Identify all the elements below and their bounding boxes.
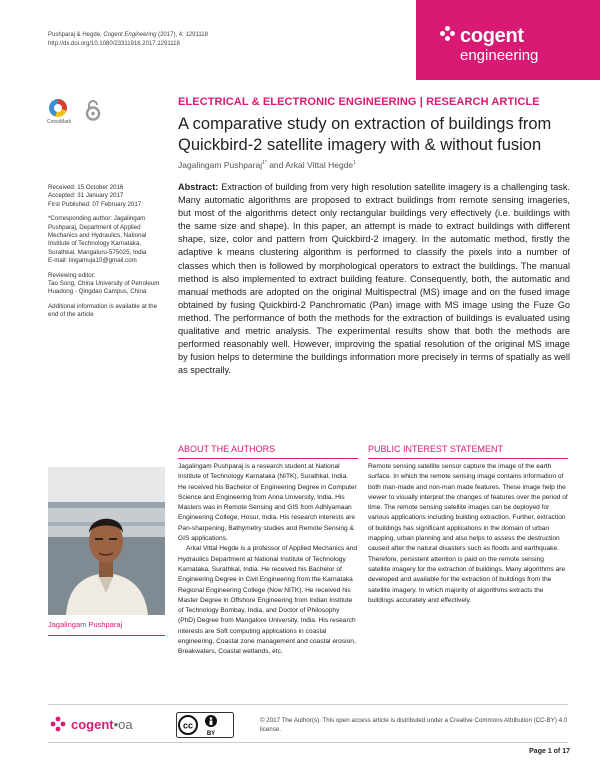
creative-commons-by-badge[interactable] <box>176 712 234 738</box>
doi-link[interactable]: http://dx.doi.org/10.1080/23311916.2017.1291118 <box>48 41 180 47</box>
corresponding-author: *Corresponding author: Jagalingam Pushparaj, Department of Applied Mechanics and Hydraulics, National Institute of Technology Karnataka, Surathkal, Mangaluru-575025, India <box>48 215 147 256</box>
additional-information: Additional information is available at the end of the article <box>48 302 158 319</box>
reviewing-editor: Tao Song, China University of Petroleum Huadong - Qingdao Campus, China <box>48 280 160 296</box>
crossmark-icon[interactable] <box>47 99 72 127</box>
author-and: and <box>266 160 286 170</box>
citation-volume: (2017), 4: 1291118 <box>158 32 208 38</box>
by-label: BY <box>206 731 216 737</box>
cogent-oa-logo[interactable] <box>50 714 133 734</box>
footer-rule <box>48 704 568 705</box>
public-interest-text: Remote sensing satellite sensor capture the image of the earth surface. In which the remote sensing image contains information of both man-made and non-man made features. These image help the viewer to visually interpret the changes of features over the period of time. The remote sensing satellite images can be deployed for various applications including building extraction. Further, extraction of buildings has significant applications in the domain of urban mapping, urban planning and also helps to assess the destruction caused after the natural disasters such as floods and earthquake. Therefore, persistent attention is paid on the remote sensing satellite imagery for the extraction of buildings. Many algorithms are developed and available for the extraction of buildings from the satellite imagery. In which majority of algorithms extracts the buildings accurately and effectively. <box>368 463 568 604</box>
cc-label: cc <box>182 720 194 731</box>
author-email[interactable]: E-mail: lingamuja10@gmail.com <box>48 257 137 265</box>
article-title: A comparative study on extraction of buildings from Quickbird-2 satellite imagery with & without fusion <box>178 115 552 154</box>
author-2[interactable]: Arkal Vittal Hegde <box>285 160 354 170</box>
citation-header <box>48 31 208 49</box>
author-2-bio: Arkal Vittal Hegde is a professor of Applied Mechanics and Hydraulics Department at National Institute of Technology Karnataka, Surathkal, India. He received his Bachelor of Engineering Degree in Civil Engineering from the Karnataka Regional Engineering College (Now NITK). He received his Master Degree in Offshore Engineering from Indian Institute of Technology Bombay, India, and Doctor of Philosophy (PhD) Degree from Mangalore University, India. His research interests are Soft computing applications in coastal engineering, Coastal zone management and coastal erosion, Breakwaters, Coastal wetlands, etc. <box>178 545 358 656</box>
page-rule <box>48 742 568 743</box>
abstract-text: Extraction of building from very high resolution satellite imagery is a challenging task. Many automatic algorithms are proposed to extract buildings from remote sensing imageries, but most of the algorithms detect only rectangular buildings very effectively (i.e. buildings with the same size and shape). In this paper, an attempt is made to extract buildings with different shape, size, color and pattern from Quickbird-2 imagery. In the automatic method, firstly the adaptive k means clustering algorithm is performed to classify the pixels into a number of classes which then is followed by morphological operators to extract the buildings. The manual method is also implemented to extract building feature. Consequently, both, the automatic and manual methods are adopted on the original Multispectral (MS) image and on the fused image obtained by fusing Quickbird-2 Panchromatic (Pan) image with MS image using the Fuze Go method. The performance of both the methods for the extraction of buildings is evaluated using qualitative and metric analysis. The experimental results show that both the methods are performed reasonably well. However, improving the spatial resolution of the original MS image by fusion helps to determine the buildings information more precisely in terms of spatially as well as spectrally. <box>178 182 570 376</box>
cogent-oa-suffix: •oa <box>113 716 133 732</box>
author-1-bio: Jagalingam Pushparaj is a research student at National Institute of Technology Karnataka (NITK), Surathkal, India. He received his Bachelor of Engineering Degree in Computer Science and Engineering from Anna University, India. His Masters was in Remote Sensing and GIS from Adhiyamaan Engineering College, Hosur, India. His research interests are Pan-sharpening, Bathymetry studies and Remote Sensing & GIS applications. <box>178 463 357 543</box>
author-1[interactable]: Jagalingam Pushparaj <box>178 160 263 170</box>
published-date: First Published: 07 February 2017 <box>48 200 142 208</box>
cogent-oa-word: cogent <box>71 716 114 732</box>
cogent-dots-icon <box>440 26 456 42</box>
citation-journal: Cogent Engineering <box>103 32 157 38</box>
license-statement: © 2017 The Author(s). This open access article is distributed under a Creative Commons Attribution (CC-BY) 4.0 license. <box>260 717 568 733</box>
journal-brand-logo[interactable] <box>416 0 600 80</box>
author-1-affiliation: 1* <box>262 160 267 167</box>
public-interest-heading: PUBLIC INTEREST STATEMENT <box>368 444 504 454</box>
author-2-affiliation: 1 <box>353 160 356 167</box>
reviewing-editor-label: Reviewing editor: <box>48 271 96 279</box>
photo-caption: Jagalingam Pushparaj <box>48 620 123 629</box>
about-authors-heading: ABOUT THE AUTHORS <box>178 444 276 454</box>
about-authors-rule <box>178 458 358 459</box>
public-interest-rule <box>368 458 568 459</box>
accepted-date: Accepted: 31 January 2017 <box>48 192 124 200</box>
page-number: Page 1 of 17 <box>529 748 570 755</box>
article-metadata <box>48 184 166 320</box>
abstract <box>178 181 570 377</box>
citation-authors: Pushparaj & Hegde, <box>48 32 102 38</box>
crossmark-label: CrossMark <box>47 119 72 125</box>
open-access-lock-icon <box>85 99 101 121</box>
article-section-label: ELECTRICAL & ELECTRONIC ENGINEERING | RESEARCH ARTICLE <box>178 96 540 108</box>
brand-word-engineering: engineering <box>460 47 539 64</box>
author-photo <box>48 467 165 615</box>
author-line <box>178 160 356 170</box>
abstract-label: Abstract: <box>178 182 219 192</box>
brand-word-cogent: cogent <box>460 25 524 47</box>
about-authors-text <box>178 462 358 658</box>
cogent-oa-dots-icon <box>50 716 66 732</box>
photo-caption-rule <box>48 635 165 636</box>
received-date: Received: 15 October 2016 <box>48 184 124 191</box>
